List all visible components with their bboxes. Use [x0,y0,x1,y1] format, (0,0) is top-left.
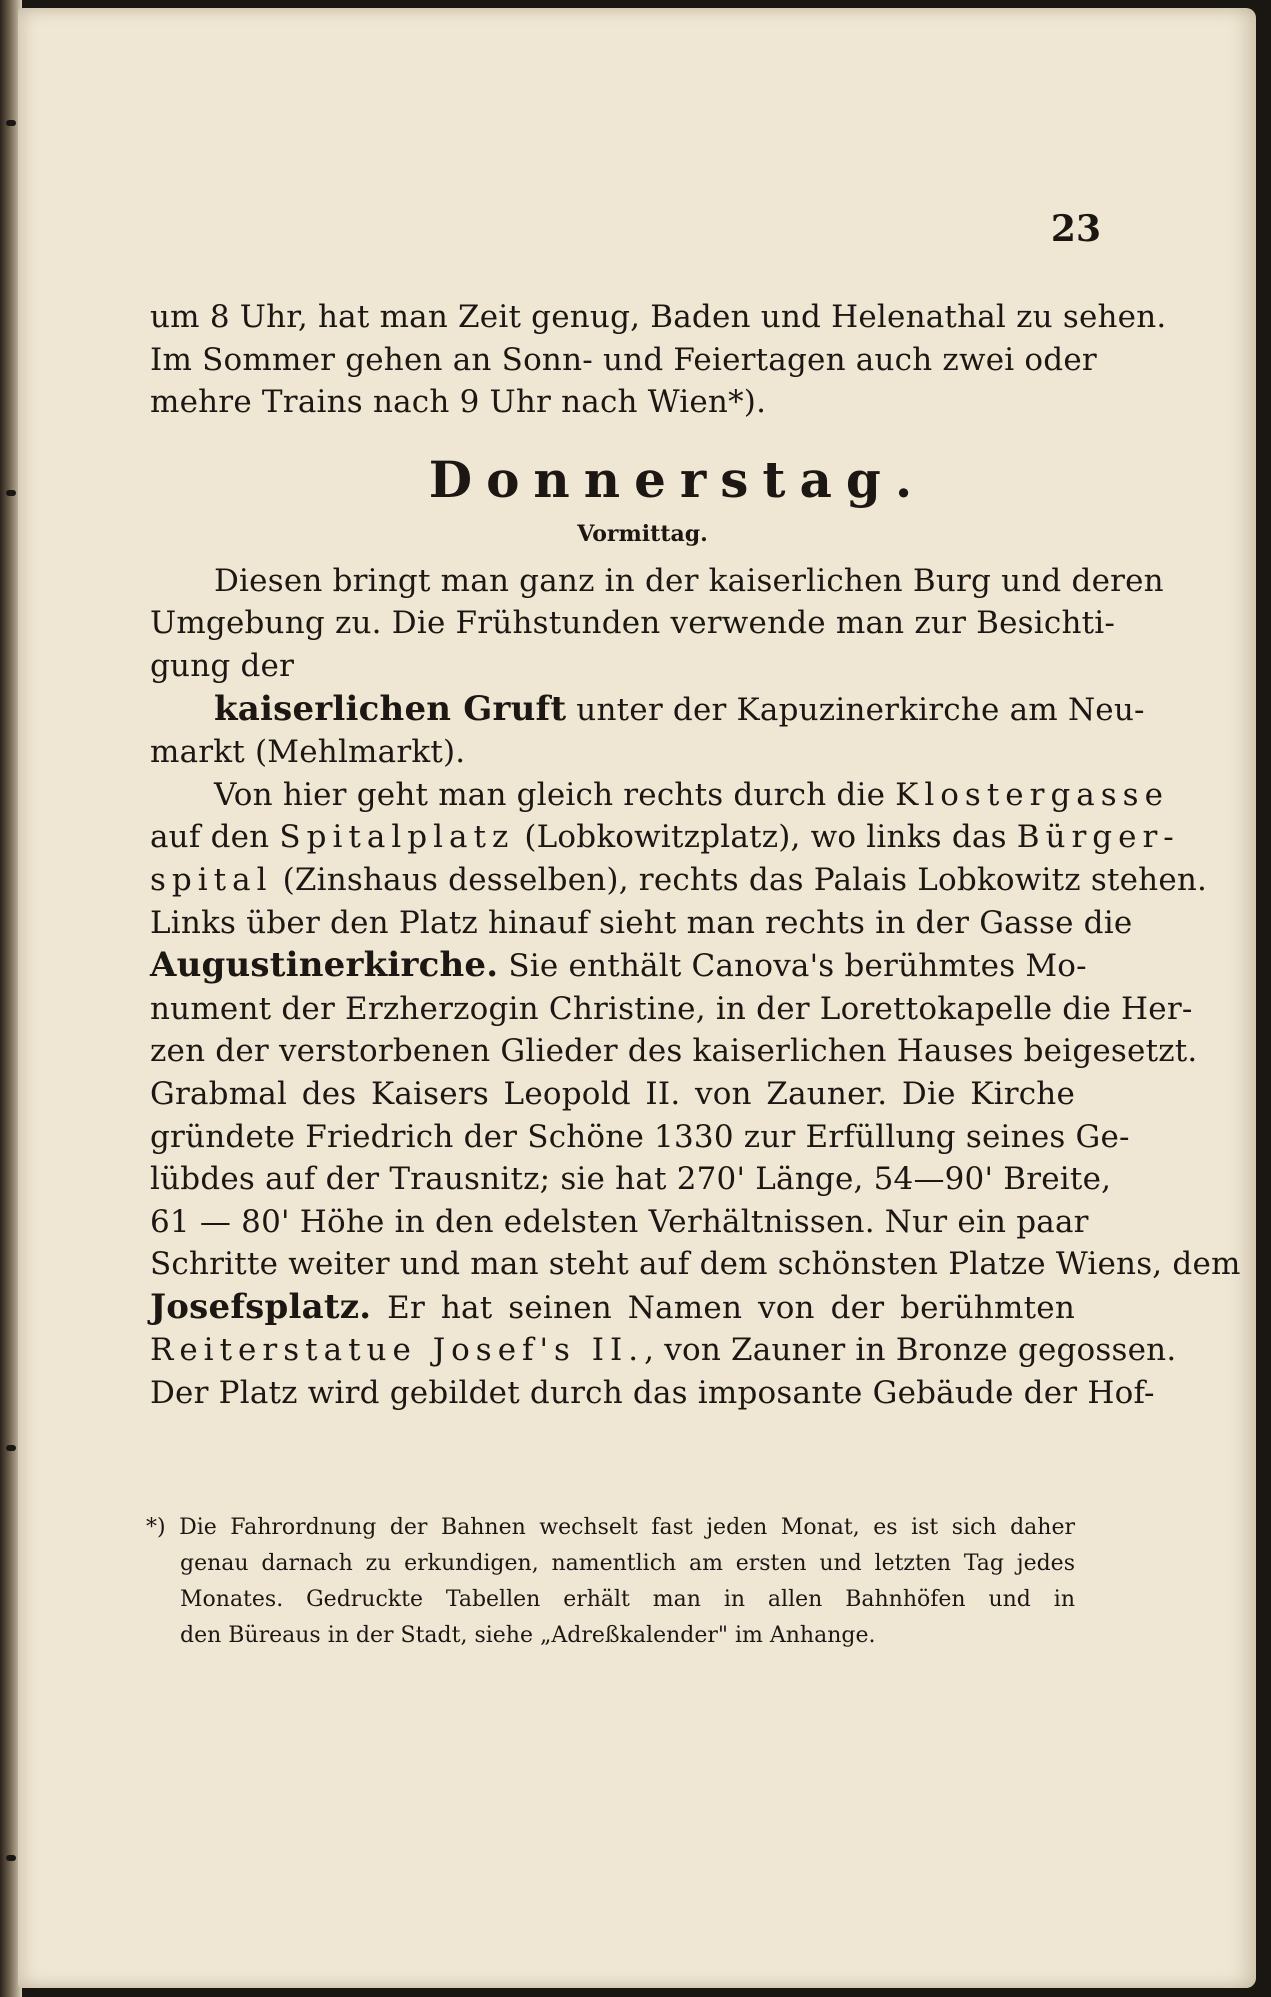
text-fragment: unter der Kapuzinerkirche am Neu- [566,691,1145,728]
text-line: Umgebung zu. Die Frühstunden verwende man zur Besichti- [150,605,1116,642]
text-line: nument der Erzherzogin Christine, in der Lorettokapelle die Her- [150,990,1193,1027]
section-subheading: Vormittag. [577,520,708,547]
text-fragment: auf den [150,819,280,856]
text-line: Im Sommer gehen an Sonn- und Feiertagen auch zwei oder [150,341,1097,378]
emphasis-augustinerkirche: Augustinerkirche. [150,945,499,986]
text-line [150,1286,1075,1330]
text-line: markt (Mehlmarkt). [150,734,466,771]
binding-stitch [6,1855,16,1861]
binding-stitch [6,120,16,126]
footnote [146,1510,1075,1654]
text-fragment: (Lobkowitzplatz), wo links das [514,819,1017,856]
footnote-line: Monates. Gedruckte Tabellen erhält man in allen Bahnhöfen und in [180,1587,1075,1612]
text-line: Grabmal des Kaisers Leopold II. von Zauner. Die Kirche [150,1075,1075,1112]
spaced-spital: spital [150,861,273,898]
text-line: Diesen bringt man ganz in der kaiserlichen Burg und deren [214,562,1164,599]
text-fragment: Er hat seinen Namen von der berühmten [371,1289,1075,1326]
spaced-reiterstatue: Reiterstatue Josef's II. [150,1332,645,1369]
text-line: 61 — 80' Höhe in den edelsten Verhältnissen. Nur ein paar [150,1203,1089,1240]
text-line: gung der [150,647,295,684]
spaced-buerger: Bürger- [1016,819,1180,856]
binding-stitch [6,1445,16,1451]
text-fragment: Von hier geht man gleich rechts durch die [214,776,896,813]
footnote-line: *) Die Fahrordnung der Bahnen wechselt fast jeden Monat, es ist sich daher [146,1515,1075,1540]
text-line: um 8 Uhr, hat man Zeit genug, Baden und Helenathal zu sehen. [150,299,1167,335]
text-fragment: , von Zauner in Bronze gegossen. [644,1332,1177,1369]
text-line: Links über den Platz hinauf sieht man rechts in der Gasse die [150,904,1133,941]
text-line: gründete Friedrich der Schöne 1330 zur Erfüllung seines Ge- [150,1118,1130,1155]
binding-stitch [6,490,16,496]
emphasis-josefsplatz: Josefsplatz. [150,1286,372,1327]
text-line [150,816,1180,859]
text-line [150,774,1169,817]
footnote-line: genau darnach zu erkundigen, namentlich am ersten und letzten Tag jedes [180,1551,1075,1576]
text-line [150,688,1145,732]
emphasis-gruft: kaiserlichen Gruft [214,688,567,729]
text-line: lübdes auf der Trausnitz; sie hat 270' Länge, 54—90' Breite, [150,1161,1112,1198]
page-body [150,296,1241,1415]
footnote-line: den Büreaus in der Stadt, siehe „Adreßkalender" im Anhange. [180,1623,876,1648]
text-line [150,1329,1177,1372]
text-line: Schritte weiter und man steht auf dem schönsten Platze Wiens, dem [150,1246,1241,1283]
text-line [150,859,1208,902]
section-heading: Donnerstag. [428,449,927,509]
page-number: 23 [1050,208,1101,250]
text-line [150,944,1087,988]
spaced-klostergasse: Klostergasse [895,776,1169,813]
text-fragment: Sie enthält Canova's berühmtes Mo- [498,948,1087,985]
text-line: zen der verstorbenen Glieder des kaiserlichen Hauses beigesetzt. [150,1033,1198,1070]
text-fragment: (Zinshaus desselben), rechts das Palais Lobkowitz stehen. [272,861,1208,898]
text-line: Der Platz wird gebildet durch das imposante Gebäude der Hof- [150,1375,1155,1412]
text-line: mehre Trains nach 9 Uhr nach Wien*). [150,384,767,421]
spaced-spitalplatz: Spitalplatz [279,819,515,856]
